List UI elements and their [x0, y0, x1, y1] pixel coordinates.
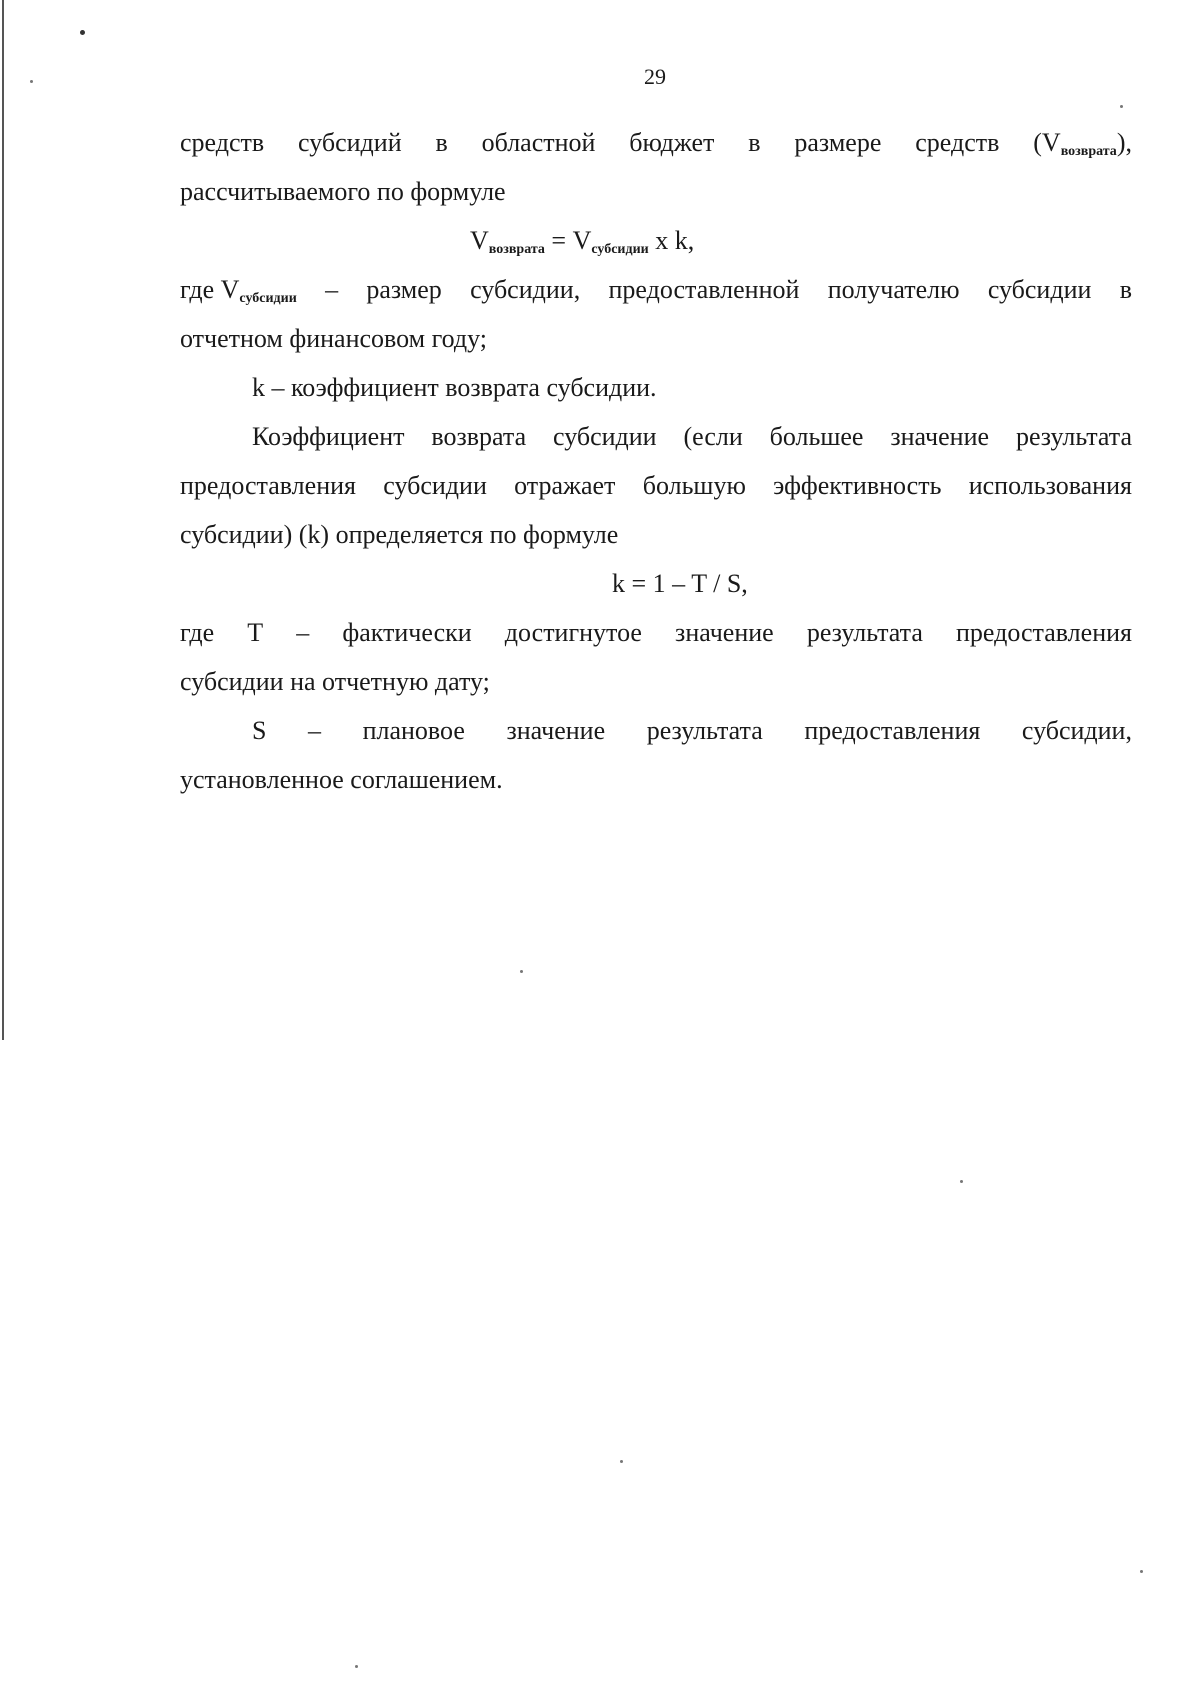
word: получателю	[827, 275, 960, 304]
scan-speck	[355, 1665, 358, 1668]
word: предоставленной	[608, 275, 800, 304]
word: размер	[366, 275, 442, 304]
word: результата	[1015, 422, 1132, 451]
v-subsidy-term: где $V_{субсидии}$	[180, 275, 297, 306]
paragraph-2-line-3: субсидии) (k) определяется по формуле	[180, 520, 619, 549]
word: бюджет	[629, 128, 715, 157]
page-number: 29	[644, 64, 666, 89]
scan-speck	[80, 30, 85, 35]
word: значение	[675, 618, 774, 647]
word: средств	[180, 128, 265, 157]
word: субсидии	[987, 275, 1092, 304]
definition-v-subsidy-line-1	[180, 265, 1132, 314]
word: субсидии	[383, 471, 487, 500]
word: фактически	[342, 618, 472, 647]
word: предоставления	[180, 471, 356, 500]
word: эффективность	[773, 471, 942, 500]
definition-k: k – коэффициент возврата субсидии.	[252, 373, 657, 402]
definition-t-line-1	[180, 608, 1132, 657]
word: субсидии,	[1021, 716, 1132, 745]
word: результата	[646, 716, 763, 745]
scan-speck	[1120, 105, 1123, 108]
v-return-term: $(V_{возврата})$,	[1033, 128, 1132, 159]
word: где	[180, 618, 215, 647]
word: в	[748, 128, 761, 157]
word: возврата	[431, 422, 527, 451]
definition-s-line-1	[180, 706, 1132, 755]
word: T	[247, 618, 264, 647]
word: субсидии	[553, 422, 657, 451]
word: большую	[642, 471, 746, 500]
word: –	[325, 275, 339, 304]
scan-speck	[1140, 1570, 1143, 1573]
word: значение	[506, 716, 606, 745]
formula-k: k = 1 – T / S,	[612, 569, 748, 598]
word: (если	[683, 422, 743, 451]
word: S	[252, 716, 267, 745]
word: достигнутое	[504, 618, 642, 647]
word: большее	[769, 422, 864, 451]
definition-v-subsidy-line-2: отчетном финансовом году;	[180, 324, 487, 353]
word: субсидий	[298, 128, 402, 157]
word: областной	[481, 128, 596, 157]
word: размере	[794, 128, 882, 157]
scan-speck	[620, 1460, 623, 1463]
word: отражает	[514, 471, 616, 500]
scan-margin-line	[2, 0, 4, 1040]
definition-t-line-2: субсидии на отчетную дату;	[180, 667, 490, 696]
word: средств	[915, 128, 1000, 157]
paragraph-2-line-2	[180, 461, 1132, 510]
definition-s-line-2: установленное соглашением.	[180, 765, 503, 794]
word: субсидии,	[470, 275, 581, 304]
word: плановое	[362, 716, 465, 745]
document-body	[180, 118, 1132, 804]
word: Коэффициент	[252, 422, 405, 451]
scan-speck	[960, 1180, 963, 1183]
paragraph-2-line-1	[180, 412, 1132, 461]
scan-speck	[520, 970, 523, 973]
word: –	[296, 618, 310, 647]
paragraph-1-line-1	[180, 118, 1132, 167]
word: результата	[806, 618, 923, 647]
word: использования	[968, 471, 1132, 500]
word: –	[308, 716, 322, 745]
scan-speck	[30, 80, 33, 83]
word: в	[1119, 275, 1132, 304]
paragraph-1-line-2: рассчитываемого по формуле	[180, 177, 506, 206]
word: предоставления	[804, 716, 981, 745]
word: значение	[890, 422, 990, 451]
word: предоставления	[956, 618, 1132, 647]
formula-v-return: $V_{возврата} = V_{субсидии}$ x k,	[470, 226, 695, 257]
word: в	[435, 128, 448, 157]
